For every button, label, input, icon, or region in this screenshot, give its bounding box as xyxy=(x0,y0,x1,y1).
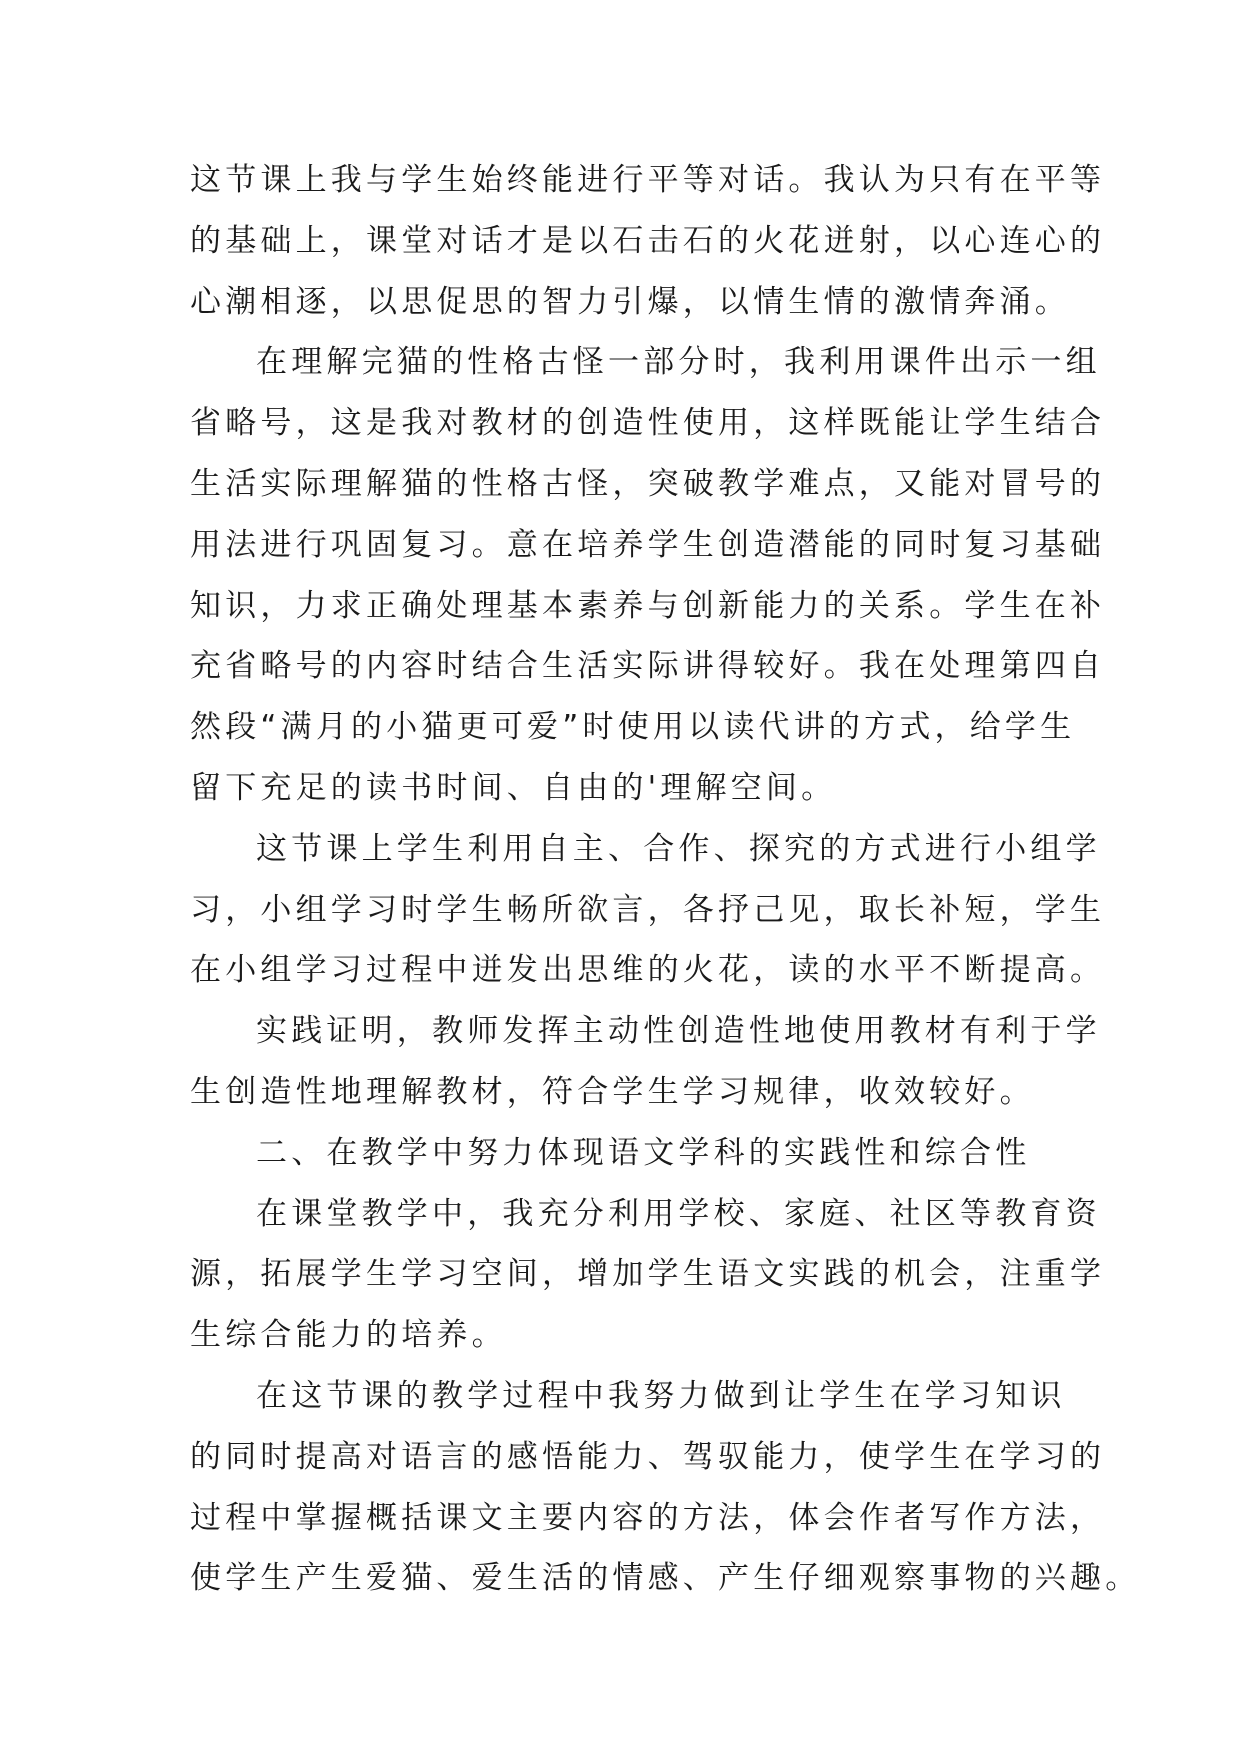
text-line-13: 习，小组学习时学生畅所欲言，各抒己见，取长补短，学生 xyxy=(190,891,1106,928)
text-line-18: 在课堂教学中，我充分利用学校、家庭、社区等教育资 xyxy=(256,1195,1101,1232)
text-line-19: 源，拓展学生学习空间，增加学生语文实践的机会，注重学 xyxy=(190,1256,1106,1293)
document-body xyxy=(190,150,1141,1609)
text-line-23: 过程中掌握概括课文主要内容的方法，体会作者写作方法， xyxy=(190,1499,1106,1536)
text-line-7: 用法进行巩固复习。意在培养学生创造潜能的同时复习基础 xyxy=(190,526,1106,563)
text-line-4: 在理解完猫的性格古怪一部分时，我利用课件出示一组 xyxy=(256,344,1101,381)
text-line-3: 心潮相逐，以思促思的智力引爆，以情生情的激情奔涌。 xyxy=(190,283,1070,320)
text-line-24: 使学生产生爱猫、爱生活的情感、产生仔细观察事物的兴趣。 xyxy=(190,1560,1141,1597)
text-line-20: 生综合能力的培养。 xyxy=(190,1317,507,1354)
text-line-1: 这节课上我与学生始终能进行平等对话。我认为只有在平等 xyxy=(190,162,1106,198)
text-line-2: 的基础上，课堂对话才是以石击石的火花迸射，以心连心的 xyxy=(190,222,1106,259)
text-line-10: 然段“满月的小猫更可爱”时使用以读代讲的方式，给学生 xyxy=(190,709,1076,746)
text-line-21: 在这节课的教学过程中我努力做到让学生在学习知识 xyxy=(256,1377,1066,1414)
text-line-12: 这节课上学生利用自主、合作、探究的方式进行小组学 xyxy=(256,830,1101,867)
text-line-5: 省略号，这是我对教材的创造性使用，这样既能让学生结合 xyxy=(190,405,1106,442)
section-heading: 二、在教学中努力体现语文学科的实践性和综合性 xyxy=(256,1134,1031,1171)
text-line-22: 的同时提高对语言的感悟能力、驾驭能力，使学生在学习的 xyxy=(190,1438,1106,1475)
text-line-15: 实践证明，教师发挥主动性创造性地使用教材有利于学 xyxy=(256,1013,1101,1050)
text-line-6: 生活实际理解猫的性格古怪，突破教学难点，又能对冒号的 xyxy=(190,465,1106,502)
text-line-11: 留下充足的读书时间、自由的'理解空间。 xyxy=(190,769,837,806)
text-line-8: 知识，力求正确处理基本素养与创新能力的关系。学生在补 xyxy=(190,587,1106,624)
text-line-14: 在小组学习过程中迸发出思维的火花，读的水平不断提高。 xyxy=(190,952,1106,989)
text-line-16: 生创造性地理解教材，符合学生学习规律，收效较好。 xyxy=(190,1073,1035,1110)
text-line-9: 充省略号的内容时结合生活实际讲得较好。我在处理第四自 xyxy=(190,648,1106,685)
